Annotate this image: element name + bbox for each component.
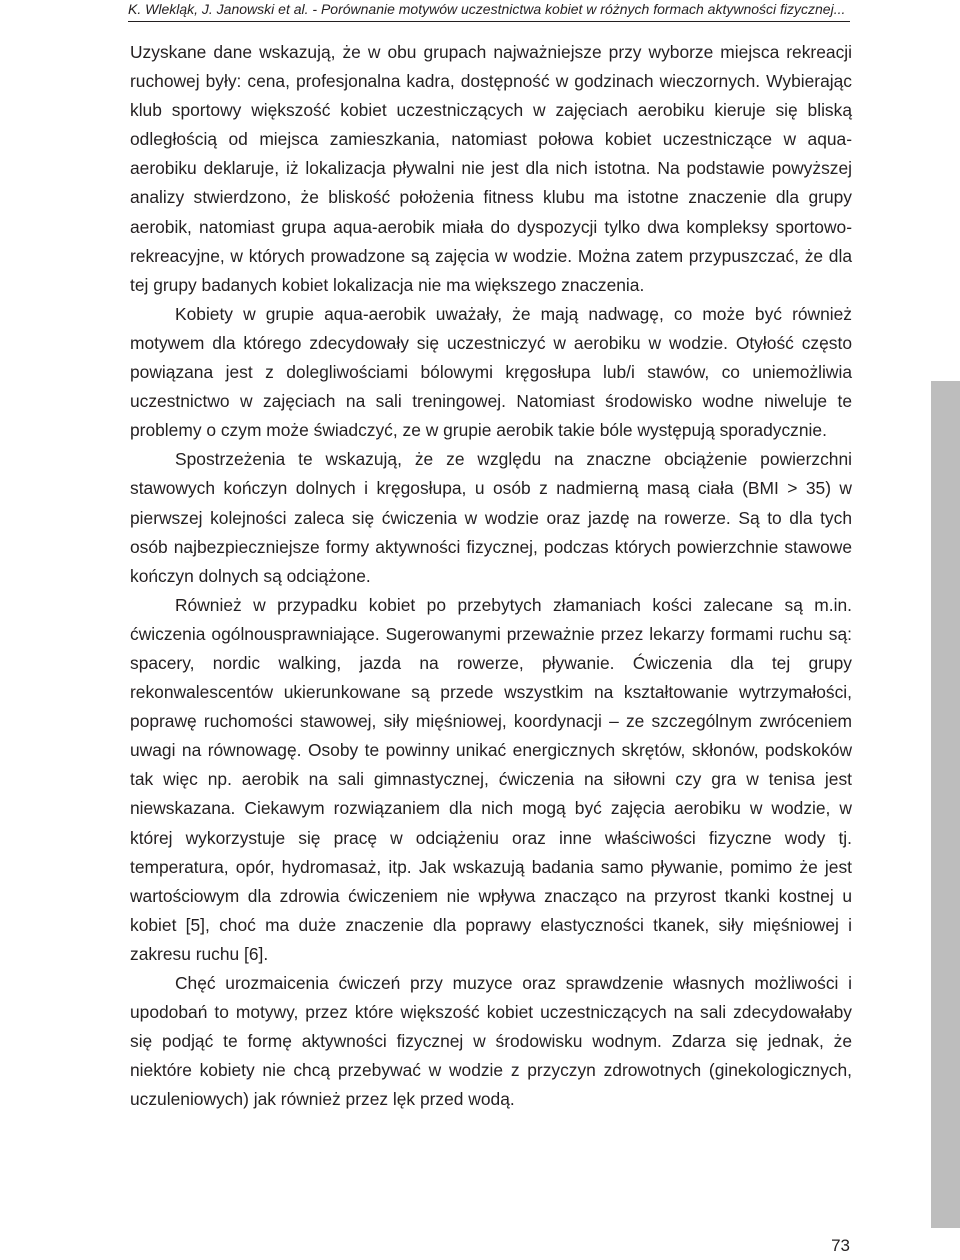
header-divider — [128, 21, 850, 22]
running-header: K. Wlekląk, J. Janowski et al. - Porównanie motywów uczestnictwa kobiet w różnych formach aktywności fizycznej... — [128, 1, 846, 17]
article-body — [130, 38, 852, 1114]
section-side-tab — [931, 381, 960, 1228]
paragraph-4: Również w przypadku kobiet po przebytych złamaniach kości zalecane są m.in. ćwiczenia ogólnousprawniające. Sugerowanymi przeważnie przez lekarzy formami ruchu są: spacery, nordic walking, jazda na rowerze, pływanie. Ćwiczenia dla tej grupy rekonwalescentów ukierunkowane są przede wszystkim na kształtowanie wytrzymałości, poprawę ruchomości stawowej, siły mięśniowej, koordynacji – ze szczególnym zwróceniem uwagi na równowagę. Osoby te powinny unikać energicznych skrętów, skłonów, podskoków tak więc np. aerobik na sali gimnastycznej, ćwiczenia na siłowni czy gra w tenisa jest niewskazana. Ciekawym rozwiązaniem dla nich mogą być zajęcia aerobiku w wodzie, w której wykorzystuje się pracę w odciążeniu oraz inne właściwości fizyczne wody tj. temperatura, opór, hydromasaż, itp. Jak wskazują badania samo pływanie, pomimo że jest wartościowym dla zdrowia ćwiczeniem nie wpływa znacząco na przyrost tkanki kostnej u kobiet [5], choć ma duże znaczenie dla poprawy elastyczności tkanek, siły mięśniowej i zakresu ruchu [6]. — [130, 594, 852, 964]
paragraph-1: Uzyskane dane wskazują, że w obu grupach najważniejsze przy wyborze miejsca rekreacji ruchowej były: cena, profesjonalna kadra, dostępność w godzinach wieczornych. Wybierając klub sportowy większość kobiet uczestniczących w zajęciach aerobiku kieruje się bliską odległością od miejsca zamieszkania, natomiast połowa kobiet uczestniczące w aqua-aerobiku deklaruje, iż lokalizacja pływalni nie jest dla nich istotna. Na podstawie powyższej analizy stwierdzono, że bliskość położenia fitness klubu ma istotne znaczenie dla grupy aerobik, natomiast grupa aqua-aerobik miała do dyspozycji tylko dwa kompleksy sportowo-rekreacyjne, w których prowadzone są zajęcia w wodzie. Można zatem przypuszczać, że dla tej grupy badanych kobiet lokalizacja nie ma większego znaczenia. — [130, 42, 852, 295]
paragraph-3: Spostrzeżenia te wskazują, że ze względu na znaczne obciążenie powierzchni stawowych kończyn dolnych i kręgosłupa, u osób z nadmierną masą ciała (BMI > 35) w pierwszej kolejności zaleca się ćwiczenia w wodzie oraz jazdę na rowerze. Są to dla tych osób najbezpieczniejsze formy aktywności fizycznej, podczas których powierzchnie stawowe kończyn dolnych są odciążone. — [130, 449, 852, 586]
paragraph-2: Kobiety w grupie aqua-aerobik uważały, że mają nadwagę, co może być również motywem dla którego zdecydowały się uczestniczyć w aerobiku w wodzie. Otyłość często powiązana jest z dolegliwościami bólowymi kręgosłupa lub/i stawów, co uniemożliwia uczestnictwo w zajęciach na sali treningowej. Natomiast środowisko wodne niweluje te problemy o czym może świadczyć, ze w grupie aerobik takie bóle występują sporadycznie. — [130, 303, 852, 441]
page-number: 73 — [831, 1236, 850, 1255]
paragraph-5: Chęć urozmaicenia ćwiczeń przy muzyce oraz sprawdzenie własnych możliwości i upodobań to motywy, przez które większość kobiet uczestniczących na sali zdecydowałaby się podjąć te formę aktywności fizycznej w środowisku wodnym. Zdarza się jednak, że niektóre kobiety nie chcą przebywać w wodzie z przyczyn zdrowotnych (ginekologicznych, uczuleniowych) jak również przez lęk przed wodą. — [130, 973, 852, 1110]
